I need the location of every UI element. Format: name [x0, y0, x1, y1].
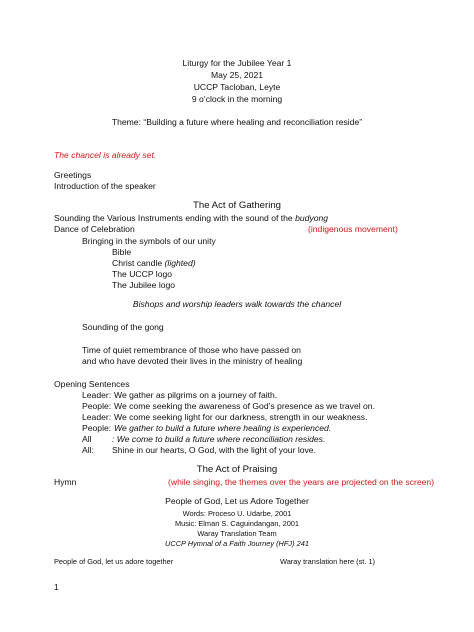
- responsive-label: All:: [82, 445, 94, 455]
- responsive-label: Leader:: [82, 412, 112, 422]
- liturgy-place: UCCP Tacloban, Leyte: [193, 82, 281, 92]
- responsive-label: People:: [82, 401, 112, 411]
- hymn-note: (while singing, the themes over the years are projected on the screen): [168, 477, 435, 487]
- instruments-text: Sounding the Various Instruments ending with the sound of the: [54, 213, 296, 223]
- symbol-bible: Bible: [112, 247, 132, 257]
- hymn-words: Words: Proceso U. Udarbe, 2001: [182, 509, 292, 518]
- responsive-text: We gather to build a future where healing is experienced.: [114, 423, 332, 433]
- hymn-translation: Waray Translation Team: [197, 529, 277, 538]
- liturgy-date: May 25, 2021: [210, 70, 264, 80]
- symbol-candle: [112, 258, 196, 269]
- chancel-note: The chancel is already set.: [54, 150, 157, 160]
- remembrance-line-2: and who have devoted their lives in the ministry of healing: [82, 356, 303, 366]
- liturgy-time: 9 o’clock in the morning: [191, 94, 283, 104]
- responsive-label: People:: [82, 423, 112, 433]
- gathering-heading: The Act of Gathering: [193, 200, 281, 211]
- dance-note: (indigenous movement): [308, 224, 398, 234]
- responsive-text: We come seeking the awareness of God’s presence as we travel on.: [114, 401, 375, 411]
- opening-sentences-title: Opening Sentences: [54, 379, 130, 389]
- responsive-label: Leader:: [82, 390, 112, 400]
- instruments-budyong: budyong: [295, 213, 329, 223]
- remembrance-line-1: Time of quiet remembrance of those who have passed on: [82, 345, 301, 355]
- gong-line: Sounding of the gong: [82, 322, 164, 332]
- hymn-column-right: Waray translation here (st. 1): [280, 557, 376, 566]
- page-number: 1: [54, 582, 59, 592]
- responsive-text: Shine in our hearts, O God, with the light of your love.: [112, 445, 316, 455]
- symbol-candle-label: Christ candle: [112, 258, 165, 268]
- symbol-uccp-logo: The UCCP logo: [112, 269, 173, 279]
- responsive-text: We gather as pilgrims on a journey of faith.: [114, 390, 278, 400]
- dance-line: Dance of Celebration: [54, 224, 135, 234]
- symbols-intro: Bringing in the symbols of our unity: [82, 236, 216, 246]
- symbol-jubilee-logo: The Jubilee logo: [112, 280, 176, 290]
- hymn-music: Music: Elman S. Caguindangan, 2001: [174, 519, 300, 528]
- hymn-column-left: People of God, let us adore together: [54, 557, 174, 566]
- introduction-line: Introduction of the speaker: [54, 181, 156, 191]
- instruments-line: [54, 213, 328, 224]
- responsive-label: All: [82, 434, 92, 444]
- praising-heading: The Act of Praising: [196, 464, 278, 475]
- hymn-label: Hymn: [54, 477, 77, 487]
- bishops-line: Bishops and worship leaders walk towards the chancel: [132, 299, 342, 309]
- liturgy-title: Liturgy for the Jubilee Year 1: [182, 58, 292, 68]
- responsive-text: : We come to build a future where reconciliation resides.: [112, 434, 326, 444]
- liturgy-theme: Theme: “Building a future where healing and reconciliation reside”: [111, 117, 363, 127]
- symbol-candle-note: (lighted): [164, 258, 196, 268]
- greetings-line: Greetings: [54, 170, 92, 180]
- responsive-text: We come seeking light for our darkness, strength in our weakness.: [114, 412, 368, 422]
- hymn-title: People of God, Let us Adore Together: [165, 496, 309, 506]
- hymn-source: UCCP Hymnal of a Faith Journey (HFJ) 241: [165, 539, 309, 548]
